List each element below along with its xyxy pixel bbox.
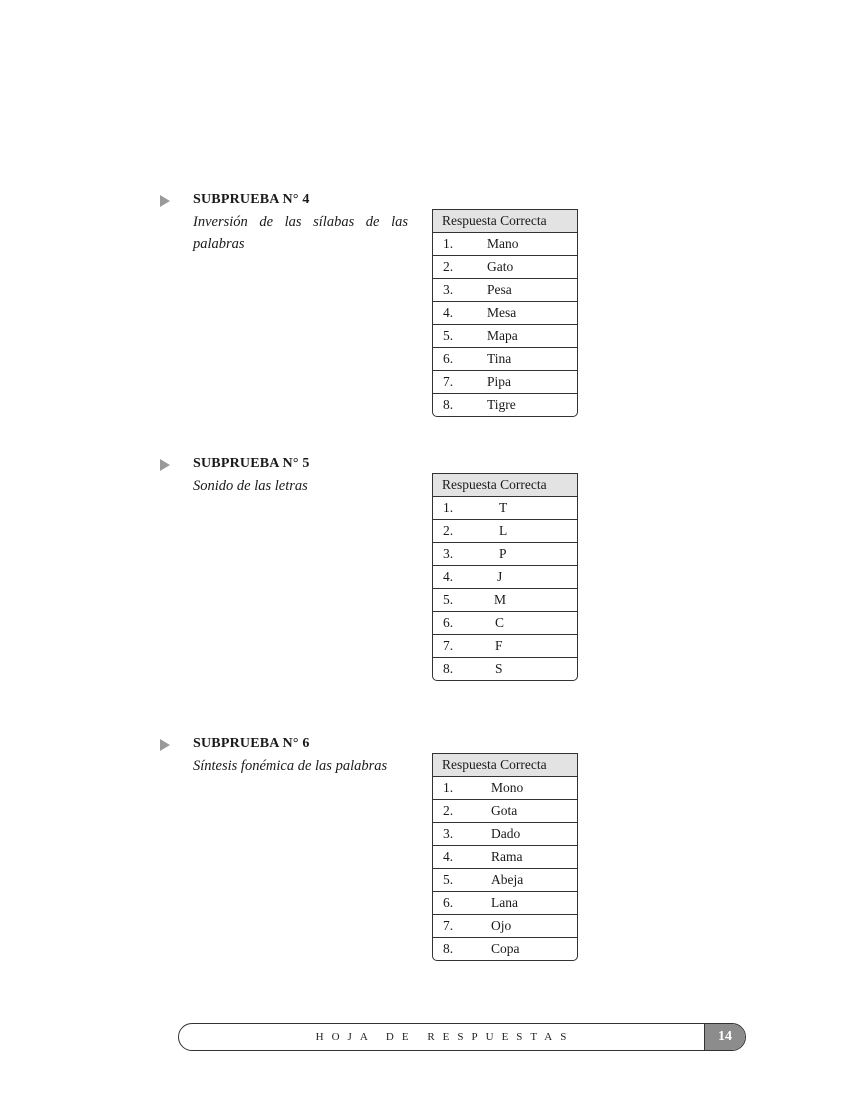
item-answer: Mapa <box>487 328 518 343</box>
table-row <box>433 823 577 846</box>
item-answer: Ojo <box>491 918 512 933</box>
item-answer: L <box>499 523 508 538</box>
item-answer: Pipa <box>487 374 512 389</box>
table-row <box>433 325 577 348</box>
table-row <box>433 869 577 892</box>
item-answer: J <box>497 569 503 584</box>
bullet-arrow-icon <box>160 459 170 471</box>
table-row <box>433 635 577 658</box>
footer-label: HOJA DE RESPUESTAS <box>315 1031 575 1043</box>
bullet-arrow-icon <box>160 739 170 751</box>
table-row <box>433 371 577 394</box>
table-row <box>433 892 577 915</box>
item-answer: Mano <box>487 236 519 251</box>
item-number: 7. <box>443 918 454 933</box>
answer-table <box>432 473 578 681</box>
table-row <box>433 256 577 279</box>
item-number: 2. <box>443 803 454 818</box>
table-row <box>433 302 577 325</box>
page-number: 14 <box>704 1024 745 1050</box>
item-answer: Lana <box>491 895 518 910</box>
table-row <box>433 543 577 566</box>
item-number: 3. <box>443 826 454 841</box>
table-row <box>433 348 577 371</box>
answer-table-header: Respuesta Correcta <box>433 210 577 233</box>
item-number: 5. <box>443 328 454 343</box>
item-number: 6. <box>443 895 454 910</box>
item-answer: Abeja <box>491 872 524 887</box>
page-footer <box>178 1023 746 1051</box>
bullet-arrow-icon <box>160 195 170 207</box>
table-row <box>433 589 577 612</box>
subtest-title: SUBPRUEBA N° 6 <box>193 736 310 751</box>
answer-table <box>432 753 578 961</box>
answer-table <box>432 209 578 417</box>
item-answer: Pesa <box>487 282 512 297</box>
answer-table-header: Respuesta Correcta <box>433 754 577 777</box>
subtest-description: Sonido de las letras <box>193 478 308 494</box>
item-answer: Mono <box>491 780 524 795</box>
item-answer: S <box>495 661 503 676</box>
subtest-title: SUBPRUEBA N° 4 <box>193 192 310 207</box>
item-number: 2. <box>443 523 454 538</box>
item-number: 2. <box>443 259 454 274</box>
item-answer: Copa <box>491 941 520 956</box>
item-number: 4. <box>443 849 454 864</box>
item-answer: Rama <box>491 849 523 864</box>
answer-table-header: Respuesta Correcta <box>433 474 577 497</box>
item-number: 1. <box>443 236 454 251</box>
item-answer: C <box>495 615 505 630</box>
item-number: 4. <box>443 569 454 584</box>
item-number: 4. <box>443 305 454 320</box>
item-number: 5. <box>443 592 454 607</box>
item-answer: Gato <box>487 259 514 274</box>
subtest-description: Inversión de las sílabas de las palabras <box>193 214 408 252</box>
item-number: 7. <box>443 374 454 389</box>
item-answer: F <box>495 638 503 653</box>
table-row <box>433 520 577 543</box>
item-number: 7. <box>443 638 454 653</box>
item-answer: Dado <box>491 826 521 841</box>
item-answer: Gota <box>491 803 518 818</box>
item-answer: Mesa <box>487 305 517 320</box>
item-number: 3. <box>443 282 454 297</box>
item-number: 1. <box>443 780 454 795</box>
item-number: 8. <box>443 397 454 412</box>
item-number: 6. <box>443 615 454 630</box>
subtest-description: Síntesis fonémica de las palabras <box>193 758 388 774</box>
item-number: 1. <box>443 500 454 515</box>
table-row <box>433 777 577 800</box>
table-row <box>433 658 577 680</box>
table-row <box>433 915 577 938</box>
item-answer: P <box>499 546 507 561</box>
table-row <box>433 938 577 960</box>
table-row <box>433 612 577 635</box>
subtest-title: SUBPRUEBA N° 5 <box>193 456 310 471</box>
item-number: 5. <box>443 872 454 887</box>
item-answer: Tina <box>487 351 512 366</box>
item-number: 3. <box>443 546 454 561</box>
table-row <box>433 800 577 823</box>
table-row <box>433 566 577 589</box>
table-row <box>433 497 577 520</box>
table-row <box>433 233 577 256</box>
item-number: 6. <box>443 351 454 366</box>
table-row <box>433 279 577 302</box>
item-answer: M <box>494 592 507 607</box>
item-answer: Tigre <box>487 397 516 412</box>
item-answer: T <box>499 500 508 515</box>
table-row <box>433 846 577 869</box>
table-row <box>433 394 577 416</box>
item-number: 8. <box>443 661 454 676</box>
item-number: 8. <box>443 941 454 956</box>
